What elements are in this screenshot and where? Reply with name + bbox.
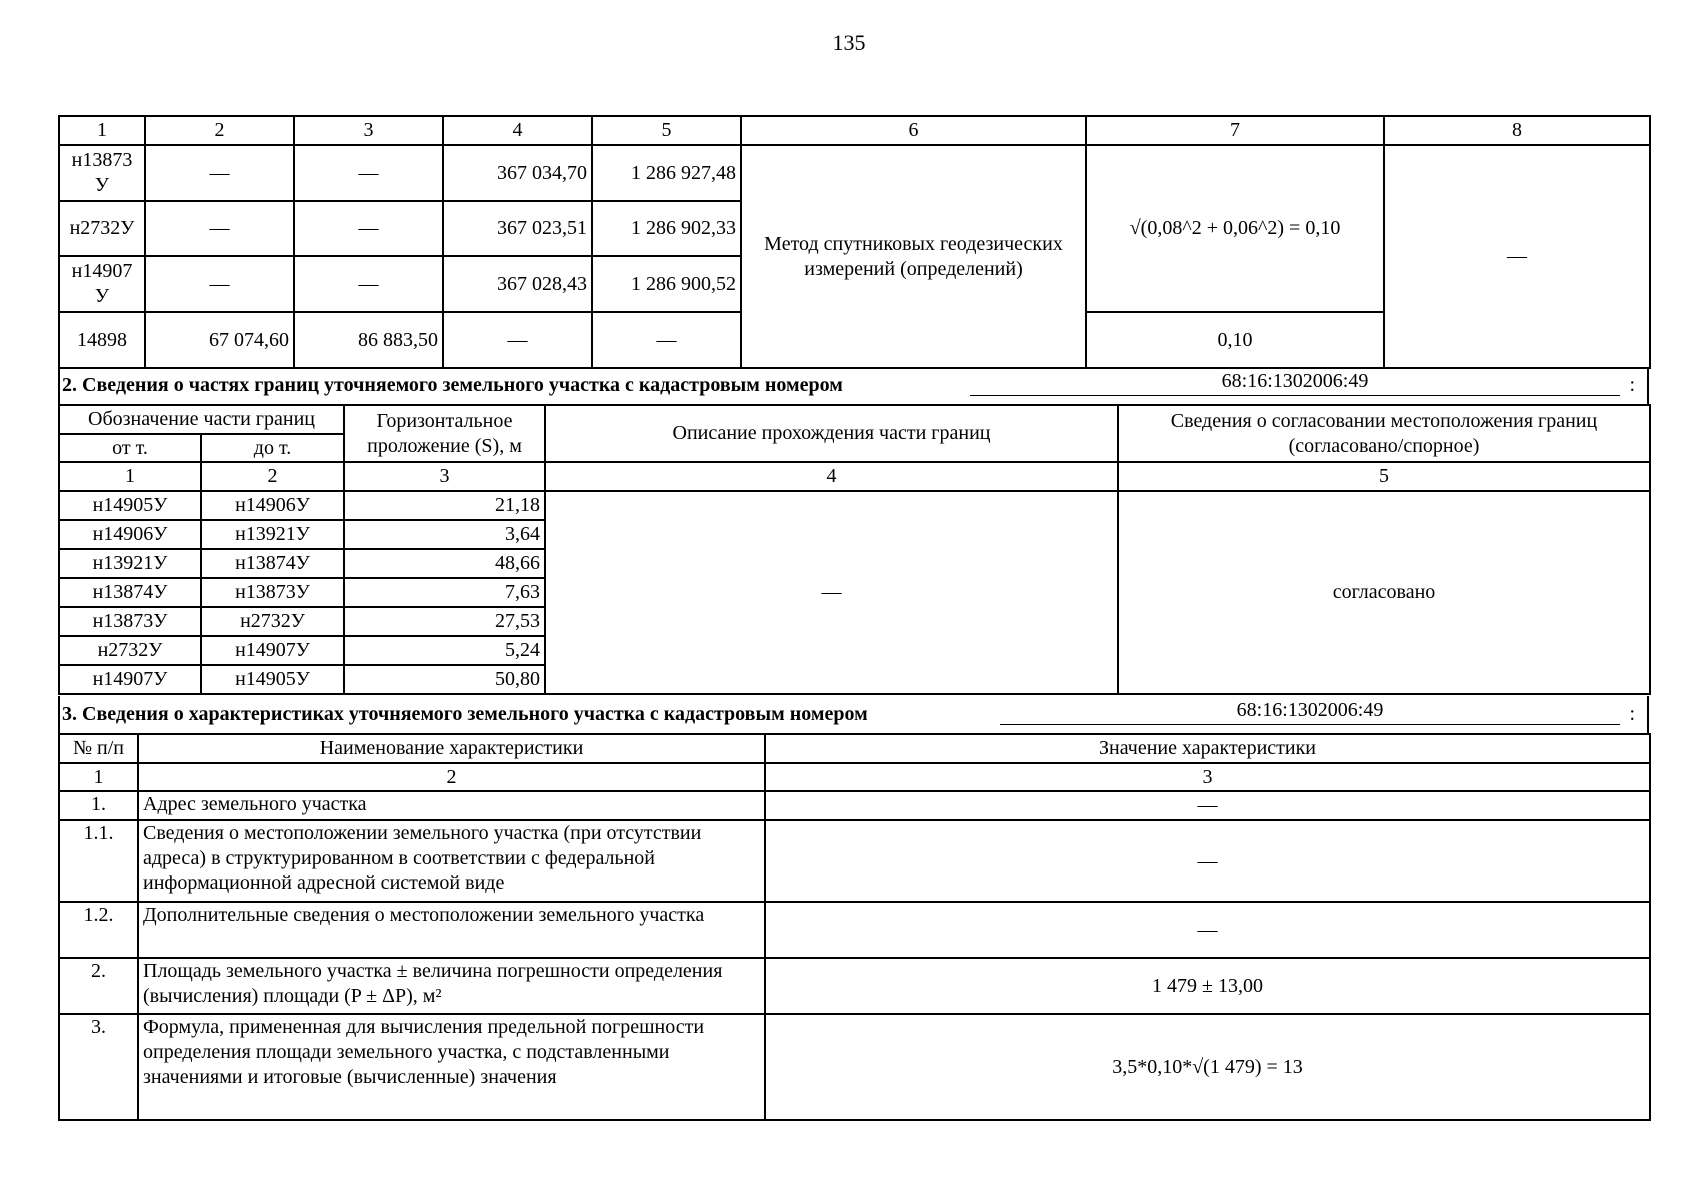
accuracy-value: 0,10 — [1086, 312, 1384, 368]
horizontal-distance: 21,18 — [344, 491, 545, 520]
section2-cadastral-number: 68:16:1302006:49 — [970, 367, 1620, 396]
from-point: н13921У — [59, 549, 201, 578]
section2-heading — [58, 367, 1649, 404]
horizontal-distance: 48,66 — [344, 549, 545, 578]
to-point: н13873У — [201, 578, 344, 607]
column-number: 2 — [138, 763, 765, 791]
page-number: 135 — [832, 30, 866, 55]
table-row — [59, 145, 1650, 201]
column-number: 2 — [145, 116, 294, 145]
column-number: 1 — [59, 763, 138, 791]
accuracy-formula: √(0,08^2 + 0,06^2) = 0,10 — [1086, 145, 1384, 312]
new-x: 367 028,43 — [443, 256, 592, 312]
table-header-row — [59, 734, 1650, 763]
old-y: — — [294, 201, 443, 256]
row-number: 1.2. — [59, 902, 138, 958]
to-point: н14907У — [201, 636, 344, 665]
old-y: — — [294, 256, 443, 312]
new-y: 1 286 902,33 — [592, 201, 741, 256]
new-y: 1 286 900,52 — [592, 256, 741, 312]
old-y: — — [294, 145, 443, 201]
new-y: — — [592, 312, 741, 368]
point-name: н2732У — [59, 201, 145, 256]
characteristics-table — [58, 733, 1651, 1121]
to-point: н2732У — [201, 607, 344, 636]
characteristic-value: — — [765, 791, 1650, 820]
table-number-row — [59, 763, 1650, 791]
new-x: 367 034,70 — [443, 145, 592, 201]
row-number: 2. — [59, 958, 138, 1014]
to-point: н14905У — [201, 665, 344, 694]
new-x: — — [443, 312, 592, 368]
point-name: н13873 У — [59, 145, 145, 201]
point-name: н14907 У — [59, 256, 145, 312]
from-point: н14906У — [59, 520, 201, 549]
table-number-row — [59, 462, 1650, 491]
to-point: н13874У — [201, 549, 344, 578]
header-number: № п/п — [59, 734, 138, 763]
boundary-description: — — [545, 491, 1118, 694]
old-x: 67 074,60 — [145, 312, 294, 368]
new-y: 1 286 927,48 — [592, 145, 741, 201]
method-cell: Метод спутниковых геодезических измерений (определений) — [741, 145, 1086, 368]
column-number: 2 — [201, 462, 344, 491]
boundary-parts-table — [58, 404, 1651, 695]
header-horizontal: Горизонтальное проложение (S), м — [344, 405, 545, 462]
old-x: — — [145, 201, 294, 256]
characteristic-name: Площадь земельного участка ± величина погрешности определения (вычисления) площади (P ± ΔP), м² — [138, 958, 765, 1014]
table-row — [59, 491, 1650, 520]
from-point: н13874У — [59, 578, 201, 607]
characteristic-name: Дополнительные сведения о местоположении земельного участка — [138, 902, 765, 958]
characteristic-name: Формула, примененная для вычисления предельной погрешности определения площади земельного участка, с подставленными значениями и итоговые (вычисленные) значения — [138, 1014, 765, 1120]
column-number: 3 — [765, 763, 1650, 791]
from-point: н14905У — [59, 491, 201, 520]
table-row — [59, 820, 1650, 902]
column-number: 8 — [1384, 116, 1650, 145]
characteristic-name: Адрес земельного участка — [138, 791, 765, 820]
to-point: н14906У — [201, 491, 344, 520]
header-agreement: Сведения о согласовании местоположения границ (согласовано/спорное) — [1118, 405, 1650, 462]
to-point: н13921У — [201, 520, 344, 549]
from-point: н14907У — [59, 665, 201, 694]
section3-title: 3. Сведения о характеристиках уточняемого земельного участка с кадастровым номером — [62, 703, 868, 725]
column-number: 6 — [741, 116, 1086, 145]
column-number: 4 — [545, 462, 1118, 491]
horizontal-distance: 5,24 — [344, 636, 545, 665]
section3-cadastral-number: 68:16:1302006:49 — [1000, 696, 1620, 725]
horizontal-distance: 3,64 — [344, 520, 545, 549]
table-row — [59, 902, 1650, 958]
from-point: н2732У — [59, 636, 201, 665]
section2-title: 2. Сведения о частях границ уточняемого земельного участка с кадастровым номером — [62, 374, 843, 396]
characteristic-value: — — [765, 820, 1650, 902]
characteristic-value: 1 479 ± 13,00 — [765, 958, 1650, 1014]
header-name: Наименование характеристики — [138, 734, 765, 763]
characteristic-name: Сведения о местоположении земельного участка (при отсутствии адреса) в структурированном в соответствии с федеральной информационной адресной системой виде — [138, 820, 765, 902]
new-x: 367 023,51 — [443, 201, 592, 256]
from-point: н13873У — [59, 607, 201, 636]
column-number: 5 — [592, 116, 741, 145]
table-header-row — [59, 405, 1650, 434]
header-value: Значение характеристики — [765, 734, 1650, 763]
column-number: 7 — [1086, 116, 1384, 145]
column-number: 3 — [344, 462, 545, 491]
old-y: 86 883,50 — [294, 312, 443, 368]
old-x: — — [145, 256, 294, 312]
table-row — [59, 958, 1650, 1014]
horizontal-distance: 27,53 — [344, 607, 545, 636]
horizontal-distance: 7,63 — [344, 578, 545, 607]
col8-cell: — — [1384, 145, 1650, 368]
point-name: 14898 — [59, 312, 145, 368]
table-row — [59, 1014, 1650, 1120]
column-number: 3 — [294, 116, 443, 145]
table-header-row — [59, 116, 1650, 145]
section3-heading — [58, 696, 1649, 733]
agreement-status: согласовано — [1118, 491, 1650, 694]
old-x: — — [145, 145, 294, 201]
row-number: 1.1. — [59, 820, 138, 902]
column-number: 1 — [59, 116, 145, 145]
row-number: 3. — [59, 1014, 138, 1120]
header-description: Описание прохождения части границ — [545, 405, 1118, 462]
column-number: 1 — [59, 462, 201, 491]
column-number: 4 — [443, 116, 592, 145]
column-number: 5 — [1118, 462, 1650, 491]
table-row — [59, 791, 1650, 820]
coordinates-table — [58, 115, 1651, 369]
horizontal-distance: 50,80 — [344, 665, 545, 694]
characteristic-value: — — [765, 902, 1650, 958]
characteristic-value: 3,5*0,10*√(1 479) = 13 — [765, 1014, 1650, 1120]
section3-colon: : — [1629, 703, 1635, 725]
section2-colon: : — [1629, 374, 1635, 396]
header-part: Обозначение части границ — [59, 405, 344, 434]
row-number: 1. — [59, 791, 138, 820]
header-from: от т. — [59, 434, 201, 462]
header-to: до т. — [201, 434, 344, 462]
